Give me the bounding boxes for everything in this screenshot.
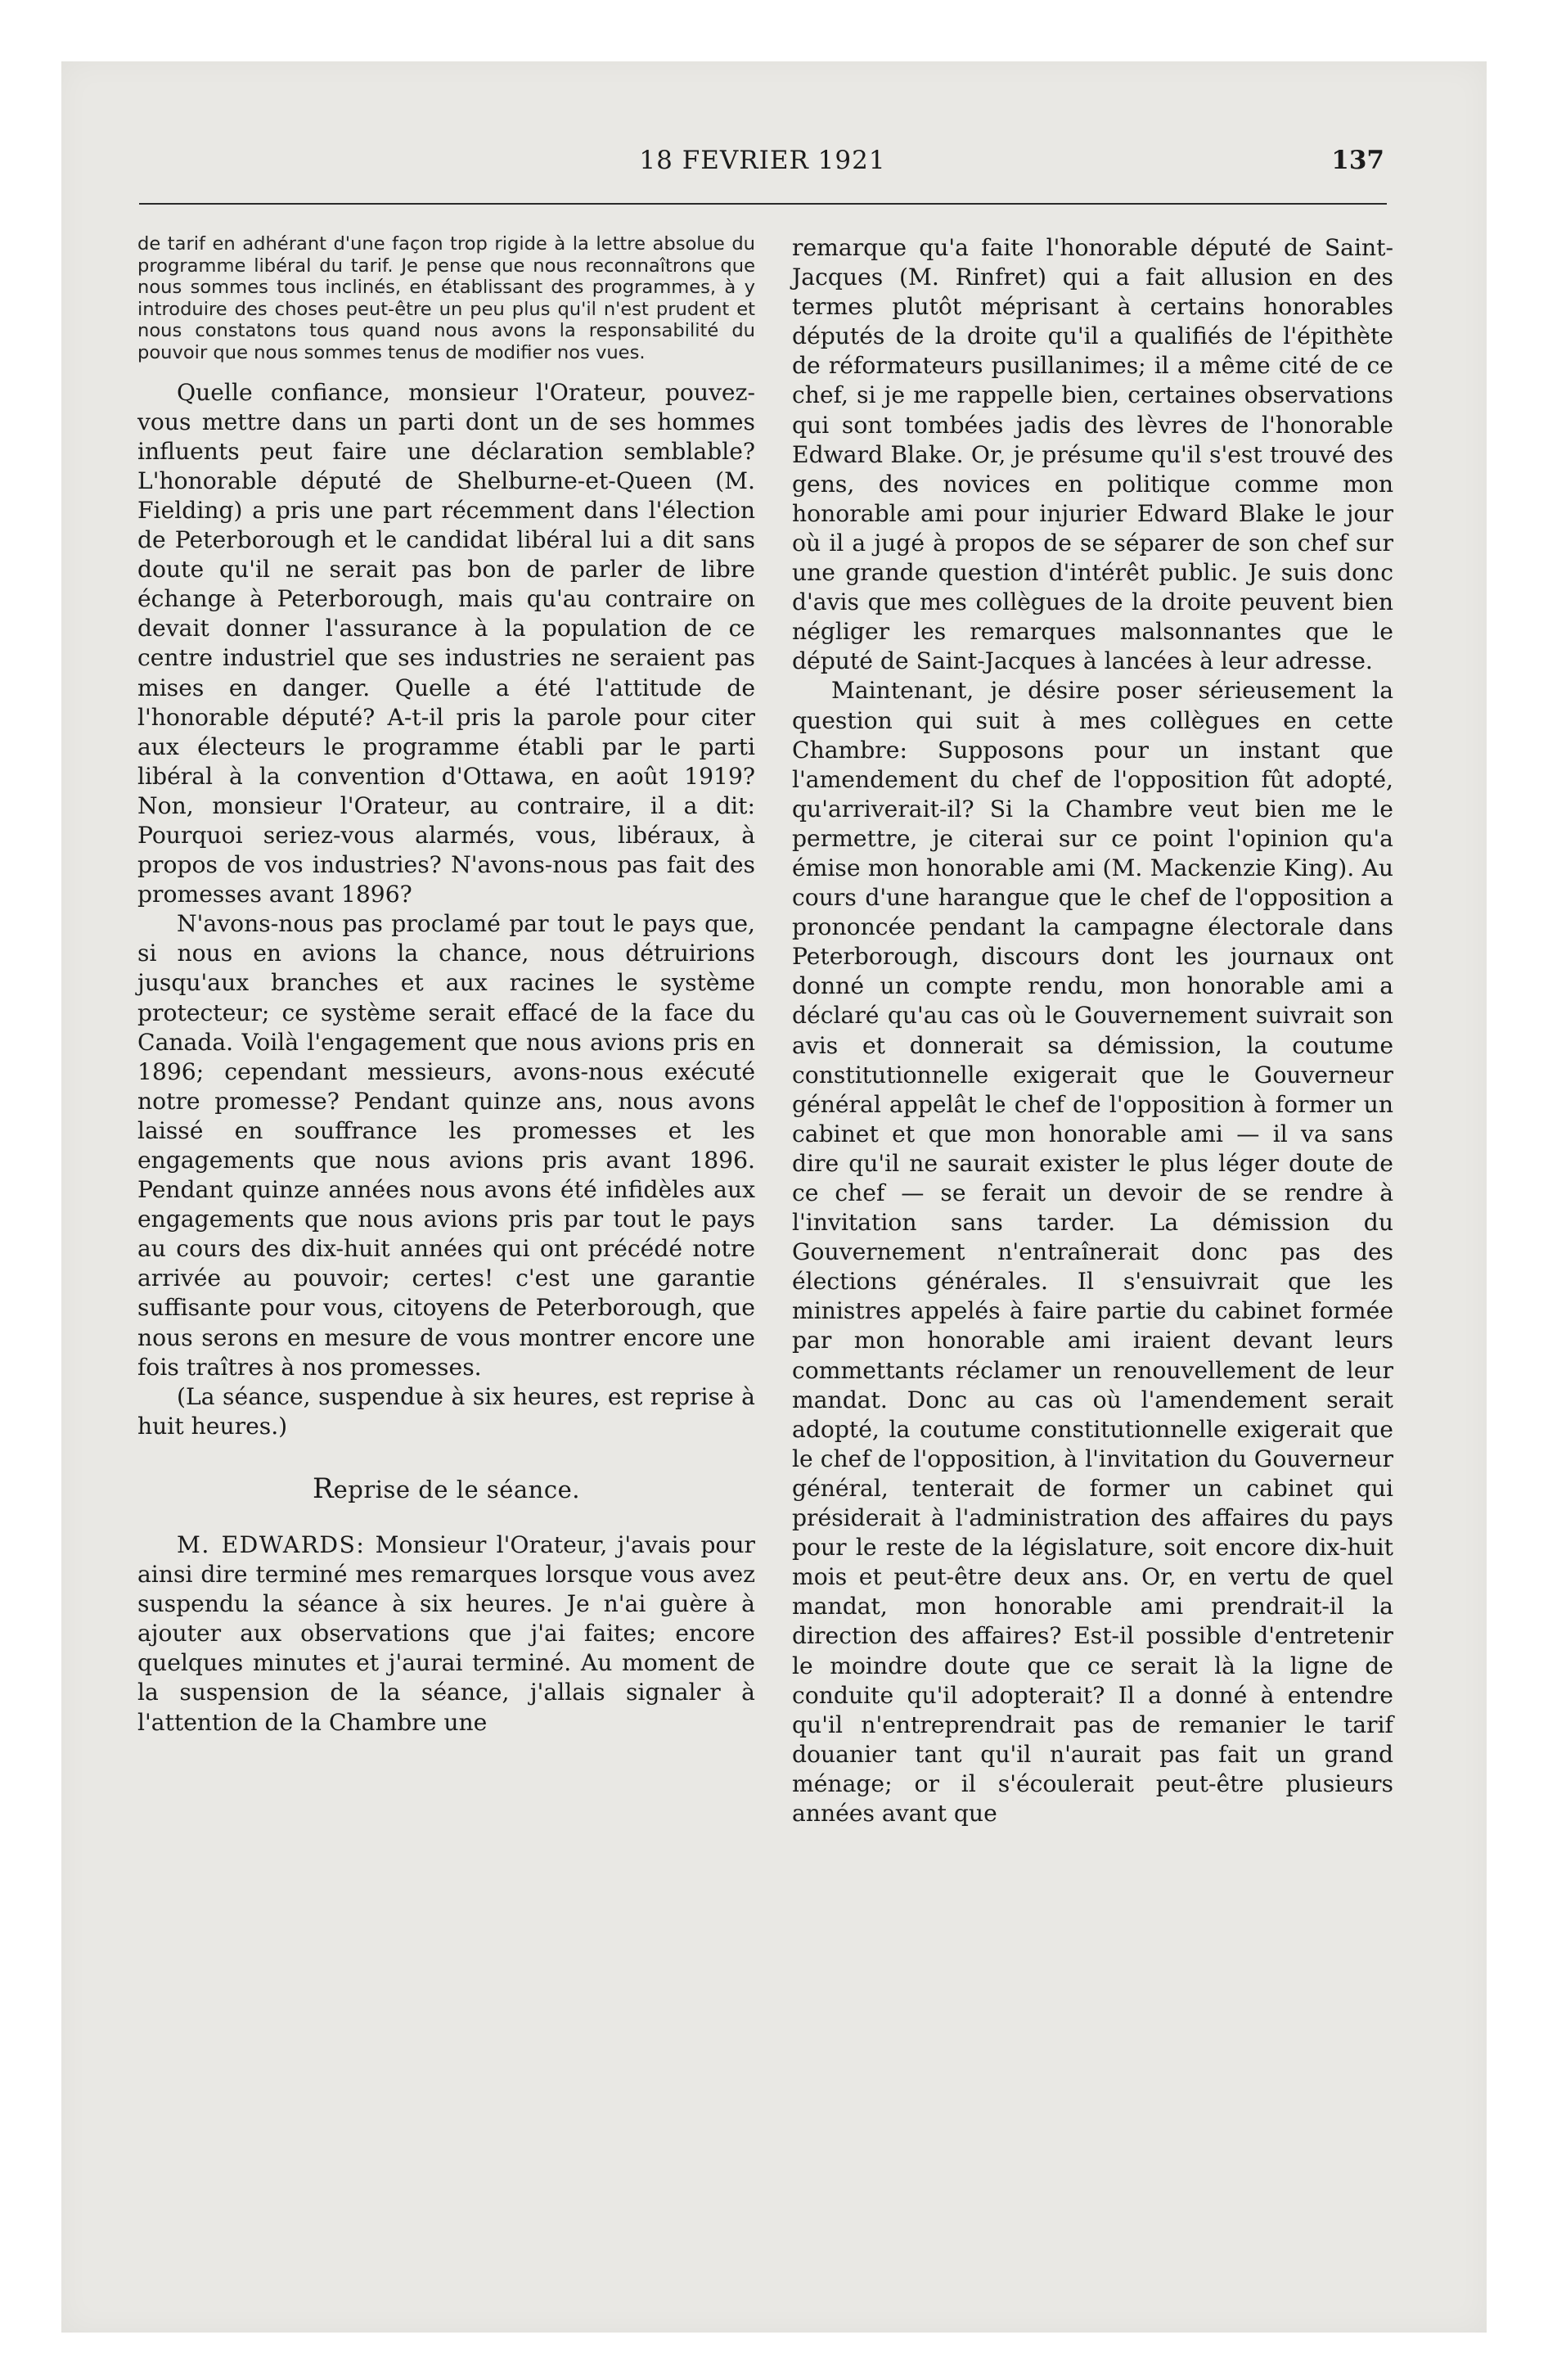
page-number: 137 xyxy=(1331,146,1384,175)
section-heading xyxy=(137,1472,755,1506)
body-paragraph: Maintenant, je désire poser sérieusement la question qui suit à mes collègues en cette Chambre: Supposons pour un instant que l'amendement du chef de l'opposition fût adopté, qu'arriverait-il? Si la Chambre veut bien me le permettre, je citerai sur ce point l'opinion qu'a émise mon honorable ami (M. Mackenzie King). Au cours d'une harangue que le chef de l'opposition a prononcée pendant la campagne électorale dans Peterborough, discours dont les journaux ont donné un compte rendu, mon honorable ami a déclaré qu'au cas où le Gouvernement suivrait son avis et donnerait sa démission, la coutume constitutionnelle exigerait que le Gouverneur général appelât le chef de l'opposition à former un cabinet et que mon honorable ami — il va sans dire qu'il ne saurait exister le plus léger doute de ce chef — se ferait un devoir de se rendre à l'invitation sans tarder. La démission du Gouvernement n'entraînerait donc pas des élections générales. Il s'ensuivrait que les ministres appelés à faire partie du cabinet formée par mon honorable ami iraient devant leurs commettants réclamer un renouvellement de leur mandat. Donc au cas où l'amendement serait adopté, la coutume constitutionnelle exigerait que le chef de l'opposition, à l'invitation du Gouverneur général, tenterait de former un cabinet qui présiderait à l'administration des affaires du pays pour le reste de la législature, soit encore dix-huit mois et peut-être deux ans. Or, en vertu de quel mandat, mon honorable ami prendrait-il la direction des affaires? Est-il possible d'entretenir le moindre doute que ce serait là la ligne de conduite qu'il adopterait? Il a donné à entendre qu'il n'entreprendrait pas de remanier le tarif douanier tant qu'il n'aurait pas fait un grand ménage; or il s'écoulerait peut-être plusieurs années avant que xyxy=(792,677,1393,1827)
left-column xyxy=(137,233,755,1738)
page-date: 18 FEVRIER 1921 xyxy=(639,146,886,175)
section-heading-rest: eprise de le séance. xyxy=(333,1475,580,1503)
speaker-name: M. EDWARDS: xyxy=(177,1530,366,1558)
body-paragraph: Quelle confiance, monsieur l'Orateur, pouvez-vous mettre dans un parti dont un de ses hommes influents peut faire une déclaration semblable? L'honorable député de Shelburne-et-Queen (M. Fielding) a pris une part récemment dans l'élection de Peterborough et le candidat libéral lui a dit sans doute qu'il ne serait pas bon de parler de libre échange à Peterborough, mais qu'au contraire on devait donner l'assurance à la population de ce centre industriel que ses industries ne seraient pas mises en danger. Quelle a été l'attitude de l'honorable député? A-t-il pris la parole pour citer aux électeurs le programme établi par le parti libéral à la convention d'Ottawa, en août 1919? Non, monsieur l'Orateur, au contraire, il a dit: Pourquoi seriez-vous alarmés, vous, libéraux, à propos de vos industries? N'avons-nous pas fait des promesses avant 1896? xyxy=(137,378,755,908)
speech-text: Monsieur l'Orateur, j'avais pour ainsi dire terminé mes remarques lorsque vous avez suspendu la séance à six heures. Je n'ai guère à ajouter aux observations que j'ai faites; encore quelques minutes et j'aurai terminé. Au moment de la suspension de la séance, j'allais signaler à l'attention de la Chambre une xyxy=(137,1530,755,1736)
header-rule xyxy=(139,203,1387,205)
session-note: (La séance, suspendue à six heures, est reprise à huit heures.) xyxy=(137,1382,755,1440)
body-paragraph: remarque qu'a faite l'honorable député de Saint-Jacques (M. Rinfret) qui a fait allusion en des termes plutôt méprisant à certains honorables députés de la droite qu'il a qualifiés de l'épithète de réformateurs pusillanimes; il a même cité de ce chef, si je me rappelle bien, certaines observations qui sont tombées jadis des lèvres de l'honorable Edward Blake. Or, je présume qu'il s'est trouvé des gens, des novices en politique comme mon honorable ami pour injurier Edward Blake le jour où il a jugé à propos de se séparer de son chef sur une grande question d'intérêt public. Je suis donc d'avis que mes collègues de la droite peuvent bien négliger les remarques malsonnantes que le député de Saint-Jacques à lancées à leur adresse. xyxy=(792,234,1393,675)
small-print-paragraph: de tarif en adhérant d'une façon trop rigide à la lettre absolue du programme libéral du tarif. Je pense que nous reconnaîtrons que nous sommes tous inclinés, en établissant des programmes, à y introduire des choses peut-être un peu plus qu'il n'est prudent et nous constatons tous quand nous avons la responsabilité du pouvoir que nous sommes tenus de modifier nos vues. xyxy=(137,233,755,363)
page-header xyxy=(141,146,1384,187)
body-paragraph: N'avons-nous pas proclamé par tout le pays que, si nous en avions la chance, nous détruirions jusqu'aux branches et aux racines le système protecteur; ce système serait effacé de la face du Canada. Voilà l'engagement que nous avions pris en 1896; cependant messieurs, avons-nous exécuté notre promesse? Pendant quinze ans, nous avons laissé en souffrance les promesses et les engagements que nous avions pris avant 1896. Pendant quinze années nous avons été infidèles aux engagements que nous avions pris par tout le pays au cours des dix-huit années qui ont précédé notre arrivée au pouvoir; certes! c'est une garantie suffisante pour vous, citoyens de Peterborough, que nous serons en mesure de vous montrer encore une fois traîtres à nos promesses. xyxy=(137,910,755,1381)
speech-paragraph xyxy=(137,1530,755,1738)
right-column xyxy=(792,233,1393,1828)
section-heading-initial: R xyxy=(313,1472,334,1505)
